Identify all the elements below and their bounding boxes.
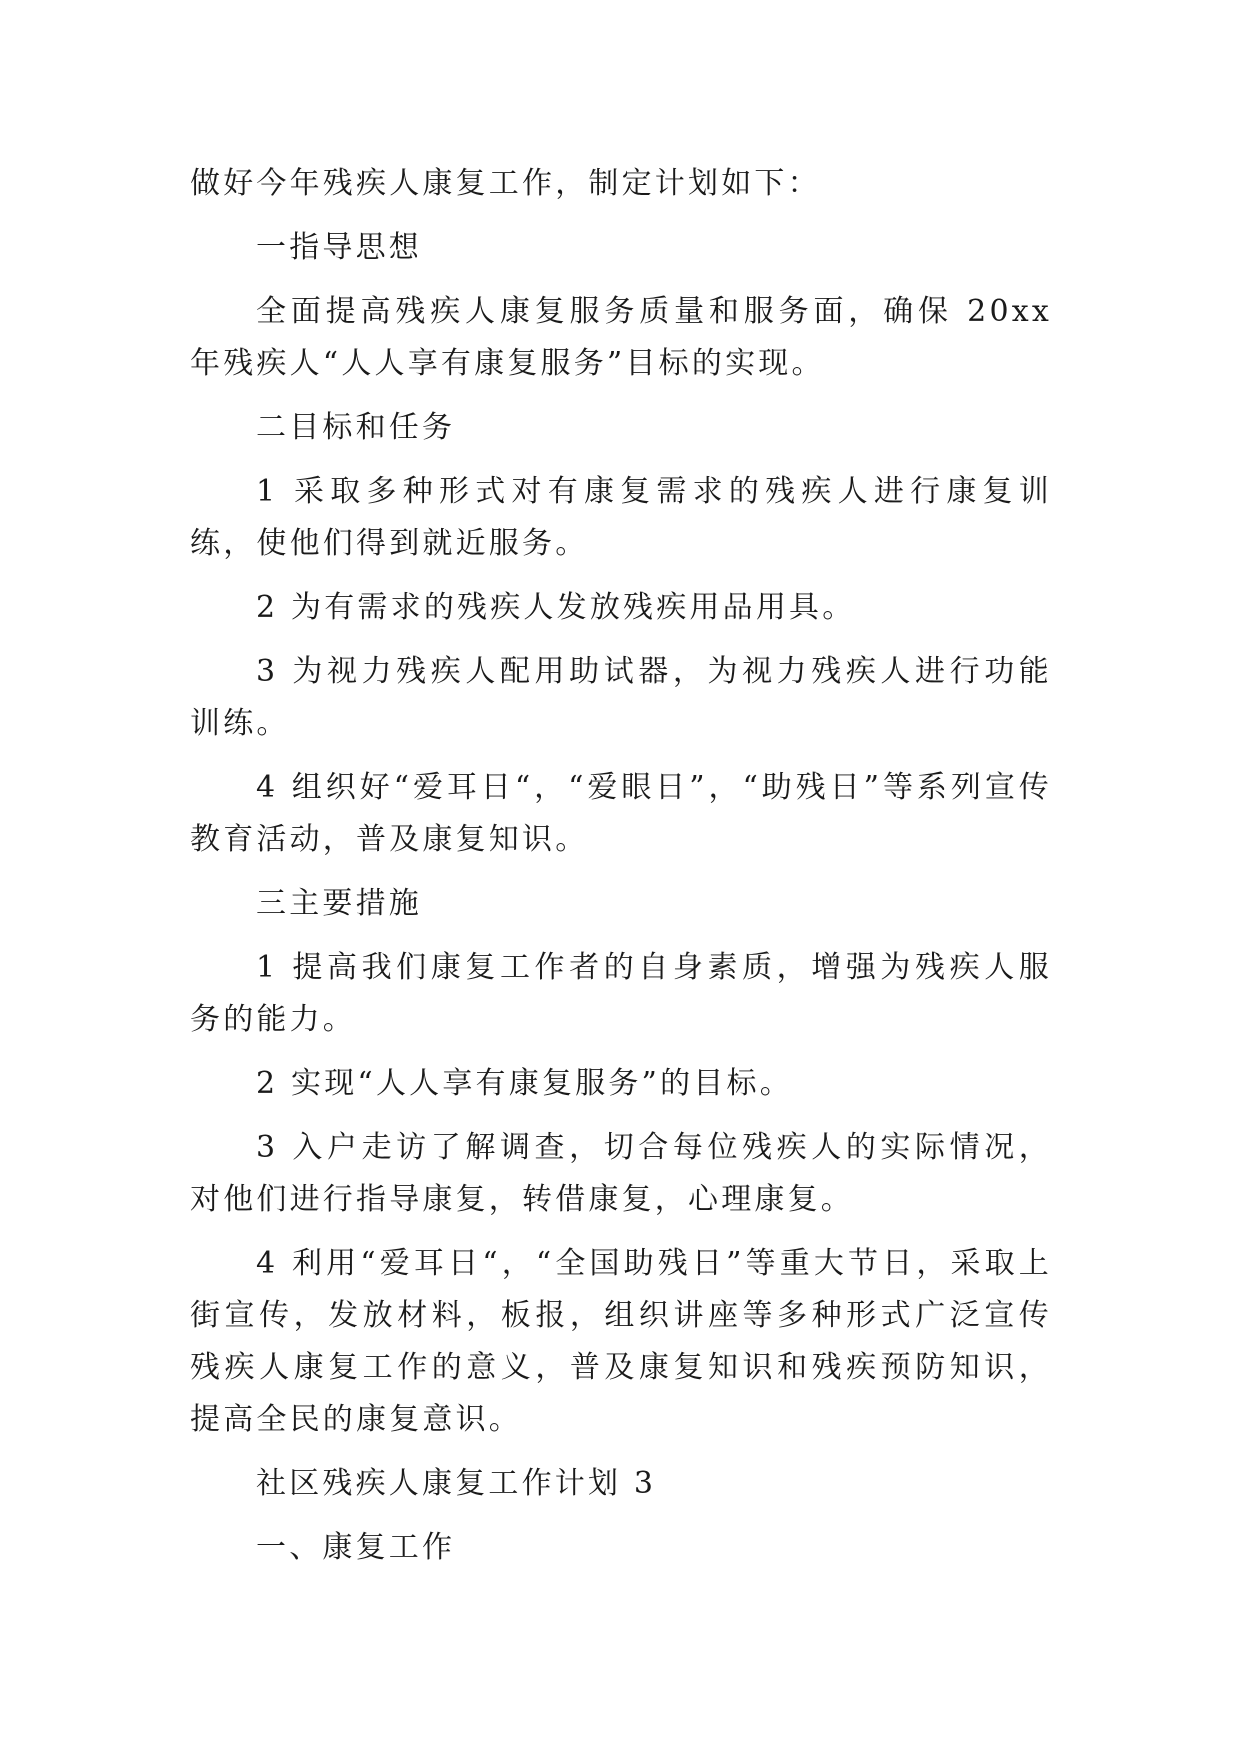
list-item-goal-2: 2 为有需求的残疾人发放残疾用品用具。 bbox=[256, 590, 856, 625]
section-heading-rehab-work: 一、康复工作 bbox=[256, 1530, 456, 1565]
list-item-goal-3: 3 为视力残疾人配用助试器，为视力残疾人进行功能训练。 bbox=[190, 654, 1052, 741]
document-body bbox=[190, 158, 1052, 1586]
section-heading-measures: 三主要措施 bbox=[256, 886, 422, 921]
section-heading-goals-tasks: 二目标和任务 bbox=[256, 410, 456, 445]
list-item-goal-4: 4 组织好“爱耳日“，“爱眼日”，“助残日”等系列宣传教育活动，普及康复知识。 bbox=[190, 770, 1052, 857]
list-item-measure-4: 4 利用“爱耳日“，“全国助残日”等重大节日，采取上街宣传，发放材料，板报，组织讲座等多种形式广泛宣传残疾人康复工作的意义，普及康复知识和残疾预防知识，提高全民的康复意识。 bbox=[190, 1246, 1052, 1437]
list-item-goal-1: 1 采取多种形式对有康复需求的残疾人进行康复训练，使他们得到就近服务。 bbox=[190, 474, 1052, 561]
list-item-measure-2: 2 实现“人人享有康复服务”的目标。 bbox=[256, 1066, 793, 1101]
list-item-measure-1: 1 提高我们康复工作者的自身素质，增强为残疾人服务的能力。 bbox=[190, 950, 1052, 1037]
paragraph-guiding-thought: 全面提高残疾人康复服务质量和服务面，确保 20xx 年残疾人“人人享有康复服务”目标的实现。 bbox=[190, 294, 1052, 381]
section-heading-guiding-thought: 一指导思想 bbox=[256, 230, 422, 265]
paragraph-intro: 做好今年残疾人康复工作，制定计划如下： bbox=[190, 166, 821, 201]
list-item-measure-3: 3 入户走访了解调查，切合每位残疾人的实际情况，对他们进行指导康复，转借康复，心理康复。 bbox=[190, 1130, 1052, 1217]
plan-title-3: 社区残疾人康复工作计划 3 bbox=[256, 1466, 657, 1501]
